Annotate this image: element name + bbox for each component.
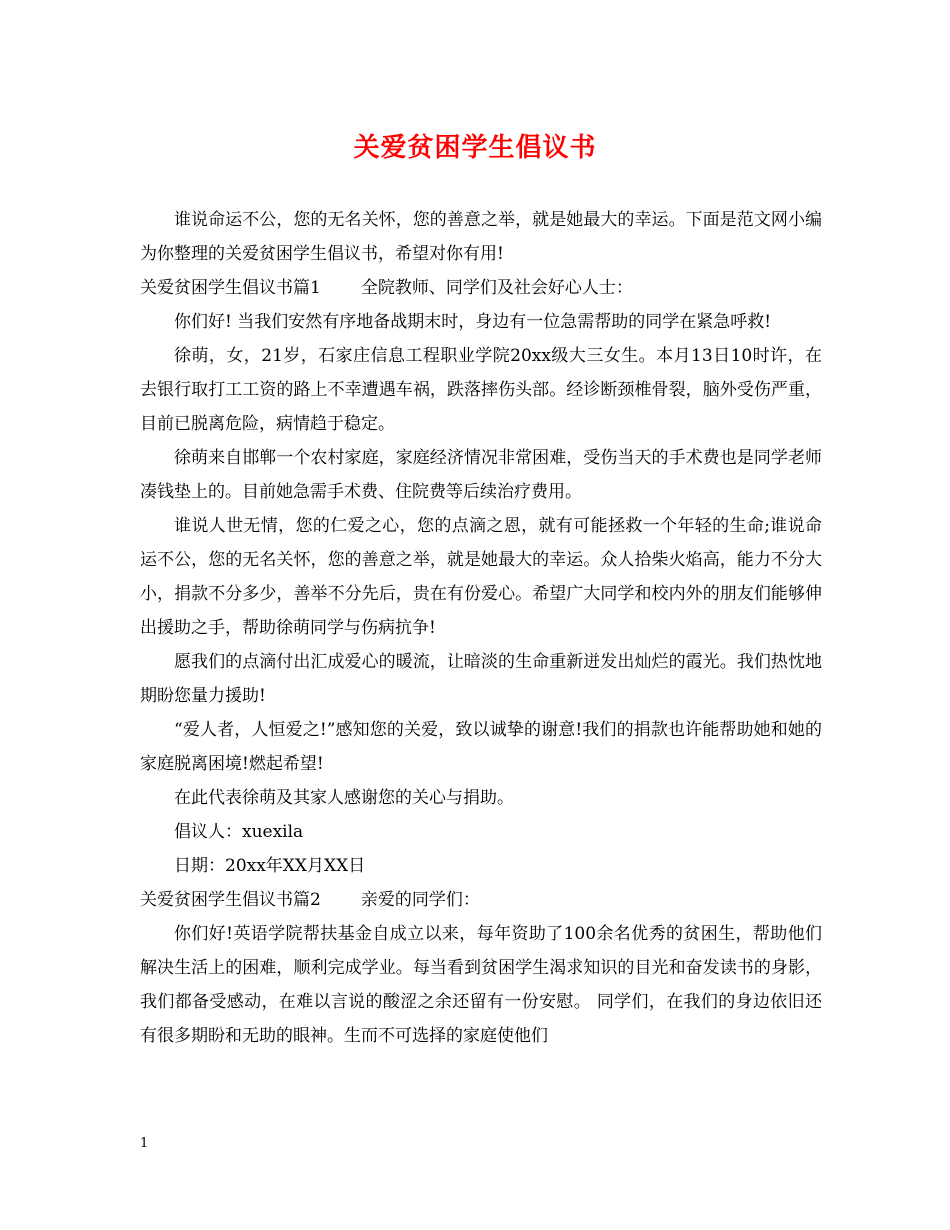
section1-proposer: 倡议人：xuexila xyxy=(174,822,304,842)
document-body xyxy=(140,203,822,1053)
section1-paragraph-4: 谁说人世无情，您的仁爱之心，您的点滴之恩，就有可能拯救一个年轻的生命;谁说命运不公，您的无名关怀，您的善意之举，就是她最大的幸运。众人拾柴火焰高，能力不分大小，捐款不分多少，善举不分先后，贵在有份爱心。希望广大同学和校内外的朋友们能够伸出援助之手，帮助徐萌同学与伤病抗争! xyxy=(140,516,822,638)
section2-heading-line xyxy=(140,883,822,917)
intro-paragraph: 谁说命运不公，您的无名关怀，您的善意之举，就是她最大的幸运。下面是范文网小编为你整理的关爱贫困学生倡议书，希望对你有用! xyxy=(140,210,822,264)
section1-heading: 关爱贫困学生倡议书篇1 xyxy=(140,278,321,298)
section1-heading-line xyxy=(140,271,822,305)
section2-paragraph-1: 你们好!英语学院帮扶基金自成立以来，每年资助了100余名优秀的贫困生，帮助他们解决生活上的困难，顺利完成学业。每当看到贫困学生渴求知识的目光和奋发读书的身影，我们都备受感动，在难以言说的酸涩之余还留有一份安慰。 同学们，在我们的身边依旧还有很多期盼和无助的眼神。生而不可选择的家庭使他们 xyxy=(140,924,822,1046)
section1-salutation: 全院教师、同学们及社会好心人士： xyxy=(360,278,633,298)
section1-date: 日期：20xx年XX月XX日 xyxy=(174,856,366,876)
section1-paragraph-6: “爱人者，人恒爱之!”感知您的关爱，致以诚挚的谢意!我们的捐款也许能帮助她和她的家庭脱离困境!燃起希望! xyxy=(140,720,822,774)
section1-paragraph-7: 在此代表徐萌及其家人感谢您的关心与捐助。 xyxy=(174,788,514,808)
section1-paragraph-5: 愿我们的点滴付出汇成爱心的暖流，让暗淡的生命重新迸发出灿烂的霞光。我们热忱地期盼您量力援助! xyxy=(140,652,822,706)
section1-paragraph-1: 你们好! 当我们安然有序地备战期末时，身边有一位急需帮助的同学在紧急呼救! xyxy=(174,312,772,332)
page-number: 1 xyxy=(140,1136,149,1151)
section1-paragraph-2: 徐萌，女，21岁，石家庄信息工程职业学院20xx级大三女生。本月13日10时许，在去银行取打工工资的路上不幸遭遇车祸，跌落摔伤头部。经诊断颈椎骨裂，脑外受伤严重，目前已脱离危险，病情趋于稳定。 xyxy=(140,346,822,434)
section2-heading: 关爱贫困学生倡议书篇2 xyxy=(140,890,321,910)
section2-salutation: 亲爱的同学们： xyxy=(360,890,480,910)
section1-paragraph-3: 徐萌来自邯郸一个农村家庭，家庭经济情况非常困难，受伤当天的手术费也是同学老师凑钱垫上的。目前她急需手术费、住院费等后续治疗费用。 xyxy=(140,448,822,502)
document-title: 关爱贫困学生倡议书 xyxy=(353,133,597,163)
